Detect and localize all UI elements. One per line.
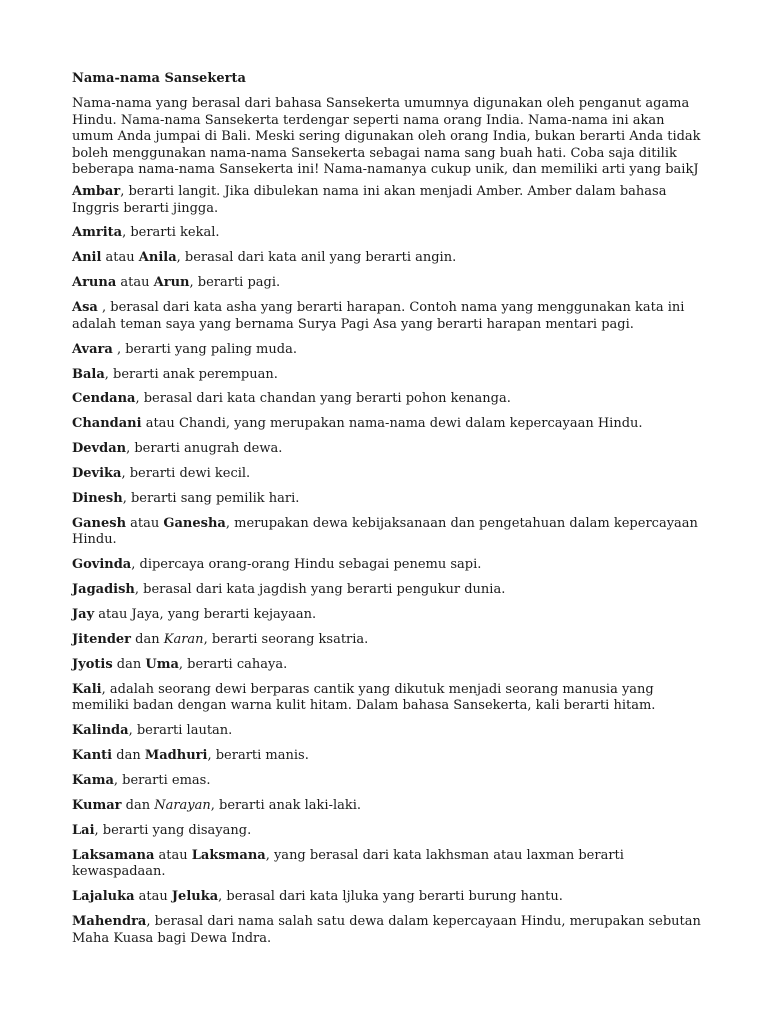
entry-conjunction: dan — [112, 656, 146, 672]
entry-description: , berarti dewi kecil. — [121, 466, 251, 482]
entry-name: Amrita — [72, 225, 123, 241]
name-entry — [72, 491, 708, 508]
entry-name: Kalinda — [72, 723, 129, 739]
name-entry — [72, 184, 708, 217]
name-entry — [72, 748, 708, 765]
entry-name: Laksamana — [72, 847, 155, 863]
entry-name: Mahendra — [72, 914, 147, 930]
name-entry — [72, 914, 708, 947]
document-title: Nama-nama Sansekerta — [72, 71, 246, 86]
entry-name: Asa — [72, 300, 98, 316]
entry-conjunction: atau — [154, 847, 192, 863]
name-entry — [72, 342, 708, 359]
entry-description: , dipercaya orang-orang Hindu sebagai penemu sapi. — [131, 557, 482, 573]
entry-name: Kali — [72, 681, 102, 697]
name-entry — [72, 723, 708, 740]
name-entry — [72, 300, 708, 333]
entry-name: Ambar — [72, 183, 121, 199]
entry-description: , berarti seorang ksatria. — [203, 632, 369, 647]
entry-name: Jyotis — [72, 656, 113, 672]
entry-name: Aruna — [72, 275, 117, 291]
entry-conjunction: dan — [121, 797, 155, 813]
entry-alt-name: Jeluka — [171, 889, 219, 905]
name-entry — [72, 889, 708, 906]
name-entry — [72, 516, 708, 549]
entry-name: Jitender — [72, 632, 132, 647]
name-entry — [72, 657, 708, 674]
entry-description: , berarti manis. — [207, 748, 309, 764]
entry-description: , berarti anak laki-laki. — [210, 797, 362, 813]
entry-name: Devika — [72, 466, 122, 482]
entry-description: , berarti cahaya. — [178, 656, 288, 672]
name-entry — [72, 441, 708, 458]
entry-description: , adalah seorang dewi berparas cantik yang dikutuk menjadi seorang manusia yang memiliki badan dengan warna kulit hitam. Dalam bahasa Sansekerta, kali berarti hitam. — [72, 681, 656, 714]
name-entry — [72, 848, 708, 881]
entry-alt-name: Madhuri — [144, 748, 208, 764]
entry-name: Anil — [72, 250, 102, 266]
entry-description: , yang berasal dari kata lakhsman atau laxman berarti kewaspadaan. — [72, 847, 624, 880]
entry-conjunction: atau — [116, 275, 154, 291]
entry-name: Avara — [72, 341, 113, 357]
entry-alt-name: Ganesha — [163, 515, 226, 531]
intro-paragraph: Nama-nama yang berasal dari bahasa Sansekerta umumnya digunakan oleh penganut agama Hindu. Nama-nama Sansekerta terdengar seperti nama orang India. Nama-nama ini akan umum Anda jumpai di Bali. Meski sering digunakan oleh orang India, bukan berarti Anda tidak boleh menggunakan nama-nama Sansekerta sebagai nama sang buah hati. Coba saja ditilik beberapa nama-nama Sansekerta ini! Nama-namanya cukup unik, dan memiliki arti yang baikJ — [72, 96, 701, 178]
entry-alt-name: Arun — [153, 275, 190, 291]
entry-name: Devdan — [72, 441, 127, 457]
entry-description: , berarti anugrah dewa. — [126, 441, 283, 457]
entry-description: , berasal dari kata chandan yang berarti pohon kenanga. — [135, 391, 511, 407]
entry-description: , berarti yang disayang. — [94, 822, 252, 838]
entry-name: Dinesh — [72, 490, 123, 506]
entry-description: , berasal dari kata anil yang berarti angin. — [176, 250, 457, 266]
entry-name: Jay — [72, 607, 95, 623]
entry-conjunction: atau — [134, 889, 172, 905]
name-entry — [72, 367, 708, 384]
name-entry — [72, 773, 708, 790]
entry-name: Lai — [72, 822, 95, 838]
entry-description: , merupakan dewa kebijaksanaan dan pengetahuan dalam kepercayaan Hindu. — [72, 515, 698, 548]
entry-description: , berarti yang paling muda. — [112, 341, 297, 357]
entry-conjunction: atau — [126, 515, 164, 531]
entry-description: , berarti pagi. — [189, 275, 281, 291]
entry-description: , berasal dari kata asha yang berarti harapan. Contoh nama yang menggunakan kata ini adalah teman saya yang bernama Surya Pagi Asa yang berarti harapan mentari pagi. — [72, 300, 685, 332]
entry-name: Kanti — [72, 748, 113, 764]
name-entry — [72, 682, 708, 715]
name-entry — [72, 391, 708, 408]
entry-name: Lajaluka — [72, 889, 135, 905]
name-entry — [72, 250, 708, 267]
entry-conjunction: atau — [101, 250, 139, 266]
entry-description: , berarti emas. — [113, 773, 211, 789]
entry-conjunction: dan — [112, 748, 145, 764]
entry-alt-name: Narayan — [154, 797, 211, 813]
entry-alt-name: Karan — [163, 632, 204, 647]
entry-description: , berasal dari kata jagdish yang berarti pengukur dunia. — [134, 582, 506, 598]
name-entry — [72, 466, 708, 483]
name-entry — [72, 582, 708, 599]
entry-description: atau Chandi, yang merupakan nama-nama dewi dalam kepercayaan Hindu. — [141, 416, 643, 432]
name-list — [72, 184, 708, 947]
entry-description: , berarti langit. Jika dibulekan nama ini akan menjadi Amber. Amber dalam bahasa Inggris berarti jingga. — [72, 183, 667, 216]
name-entry — [72, 798, 708, 815]
entry-alt-name: Anila — [138, 250, 177, 266]
name-entry — [72, 823, 708, 840]
entry-name: Bala — [72, 366, 105, 382]
entry-description: , berarti kekal. — [122, 225, 220, 241]
name-entry — [72, 607, 708, 624]
entry-description: , berarti lautan. — [128, 723, 233, 739]
entry-name: Chandani — [72, 416, 142, 432]
name-entry — [72, 225, 708, 242]
entry-description: , berasal dari nama salah satu dewa dalam kepercayaan Hindu, merupakan sebutan Maha Kuasa bagi Dewa Indra. — [72, 914, 701, 946]
entry-name: Ganesh — [72, 515, 127, 531]
entry-name: Govinda — [72, 557, 132, 573]
name-entry — [72, 275, 708, 292]
entry-description: , berasal dari kata ljluka yang berarti burung hantu. — [218, 889, 563, 905]
entry-conjunction: dan — [131, 632, 164, 647]
entry-description: atau Jaya, yang berarti kejayaan. — [94, 607, 317, 623]
entry-name: Kama — [72, 773, 114, 789]
entry-description: , berarti sang pemilik hari. — [122, 490, 300, 506]
entry-description: , berarti anak perempuan. — [104, 366, 278, 382]
name-entry — [72, 416, 708, 433]
name-entry — [72, 557, 708, 574]
entry-name: Cendana — [72, 391, 136, 407]
entry-name: Kumar — [72, 797, 122, 813]
entry-name: Jagadish — [72, 582, 135, 598]
entry-alt-name: Uma — [145, 656, 179, 672]
name-entry — [72, 632, 708, 649]
entry-alt-name: Laksmana — [191, 847, 266, 863]
